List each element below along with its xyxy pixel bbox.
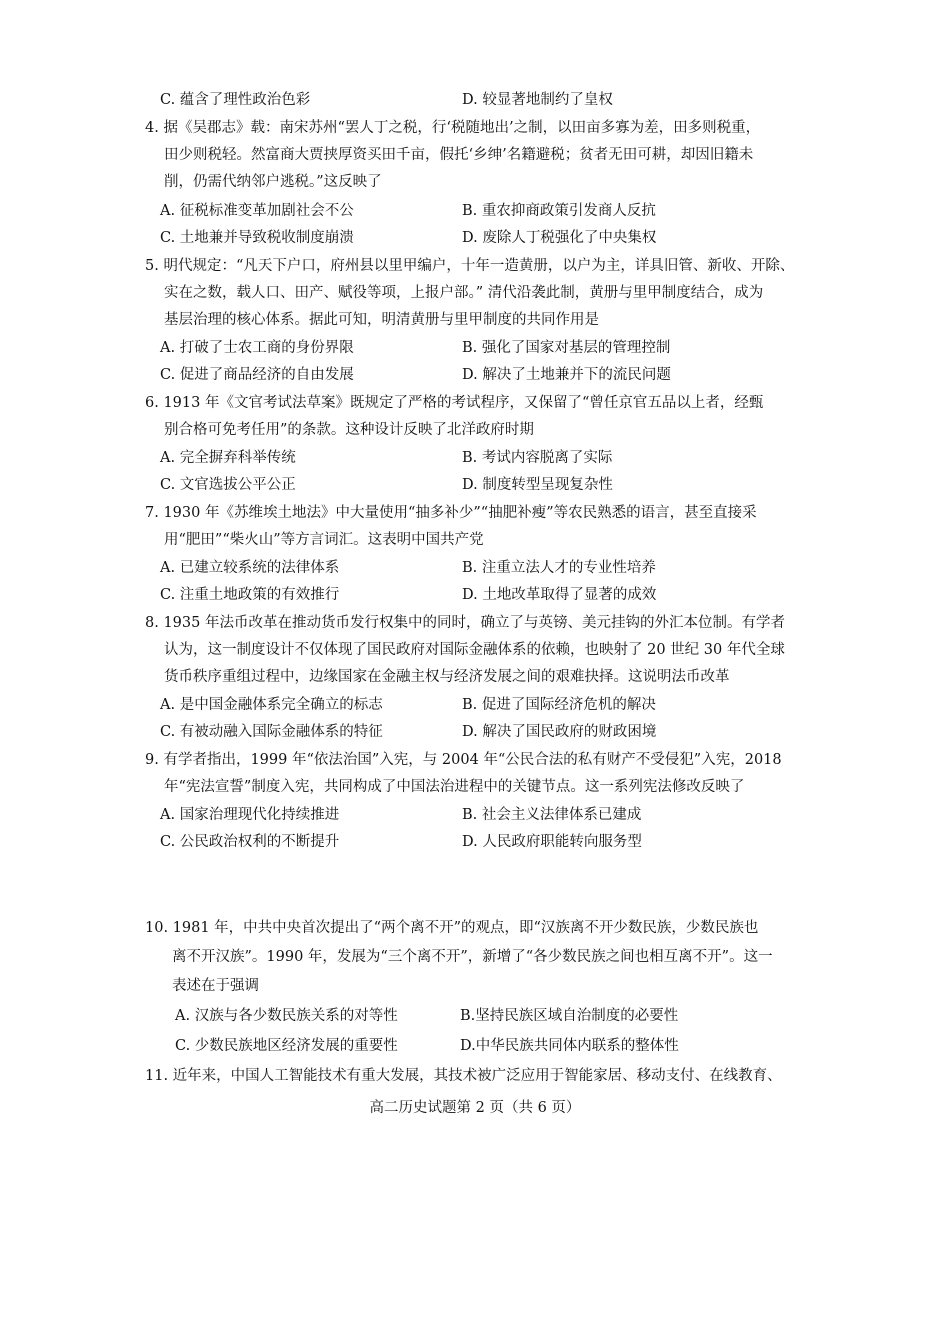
- q7-option-c: C. 注重土地政策的有效推行: [160, 587, 340, 603]
- q4-option-d: D. 废除人丁税强化了中央集权: [462, 230, 657, 246]
- prev-option-d: D. 较显著地制约了皇权: [462, 92, 613, 108]
- q10-stem-line1: 10. 1981 年，中共中央首次提出了“两个离不开”的观点，即“汉族离不开少数民族，少数民族也: [145, 920, 759, 936]
- q8-stem-line1: 8. 1935 年法币改革在推动货币发行权集中的同时，确立了与英镑、美元挂钩的外汇本位制。有学者: [145, 615, 785, 631]
- q6-option-d: D. 制度转型呈现复杂性: [462, 477, 613, 493]
- q10-stem-line3: 表述在于强调: [172, 978, 259, 994]
- q8-option-c: C. 有被动融入国际金融体系的特征: [160, 724, 383, 740]
- q5-stem-line3: 基层治理的核心体系。据此可知，明清黄册与里甲制度的共同作用是: [164, 312, 599, 328]
- q10-stem-line2: 离不开汉族”。1990 年，发展为“三个离不开”，新增了“各少数民族之间也相互离不开”。这一: [172, 949, 773, 965]
- q8-stem-line3: 货币秩序重组过程中，边缘国家在金融主权与经济发展之间的艰难抉择。这说明法币改革: [164, 669, 730, 685]
- q6-stem-line2: 别合格可免考任用”的条款。这种设计反映了北洋政府时期: [164, 422, 534, 438]
- q4-stem-line1: 4. 据《吴郡志》载：南宋苏州“罢人丁之税，行‘税随地出’之制，以田亩多寡为差，田多则税重，: [145, 120, 761, 136]
- q8-option-d: D. 解决了国民政府的财政困境: [462, 724, 657, 740]
- q11-stem-line1: 11. 近年来，中国人工智能技术有重大发展，其技术被广泛应用于智能家居、移动支付、在线教育、: [145, 1068, 782, 1084]
- q4-option-a: A. 征税标准变革加剧社会不公: [160, 203, 354, 219]
- q8-option-a: A. 是中国金融体系完全确立的标志: [160, 697, 383, 713]
- q4-stem-line3: 削，仍需代纳邻户逃税。”这反映了: [164, 174, 382, 190]
- q9-stem-line1: 9. 有学者指出，1999 年“依法治国”入宪，与 2004 年“公民合法的私有财产不受侵犯”入宪，2018: [145, 752, 782, 768]
- q10-option-d: D.中华民族共同体内联系的整体性: [460, 1038, 679, 1054]
- q9-option-d: D. 人民政府职能转向服务型: [462, 834, 642, 850]
- q7-stem-line1: 7. 1930 年《苏维埃土地法》中大量使用“抽多补少”“抽肥补瘦”等农民熟悉的语言，甚至直接采: [145, 505, 757, 521]
- q9-option-a: A. 国家治理现代化持续推进: [160, 807, 340, 823]
- q6-option-a: A. 完全摒弃科举传统: [160, 450, 296, 466]
- q7-option-b: B. 注重立法人才的专业性培养: [462, 560, 656, 576]
- q5-stem-line2: 实在之数，载人口、田产、赋役等项，上报户部。” 清代沿袭此制，黄册与里甲制度结合，成为: [164, 285, 764, 301]
- q5-option-a: A. 打破了士农工商的身份界限: [160, 340, 354, 356]
- q9-option-b: B. 社会主义法律体系已建成: [462, 807, 642, 823]
- q9-stem-line2: 年“宪法宣誓”制度入宪，共同构成了中国法治进程中的关键节点。这一系列宪法修改反映了: [164, 779, 745, 795]
- q8-option-b: B. 促进了国际经济危机的解决: [462, 697, 656, 713]
- q9-option-c: C. 公民政治权利的不断提升: [160, 834, 340, 850]
- prev-option-c: C. 蕴含了理性政治色彩: [160, 92, 311, 108]
- q5-stem-line1: 5. 明代规定：“凡天下户口，府州县以里甲编户，十年一造黄册，以户为主，详具旧管、新收、开除、: [145, 258, 795, 274]
- q5-option-d: D. 解决了土地兼并下的流民问题: [462, 367, 671, 383]
- q6-option-c: C. 文官选拔公平公正: [160, 477, 296, 493]
- q7-option-a: A. 已建立较系统的法律体系: [160, 560, 340, 576]
- q7-option-d: D. 土地改革取得了显著的成效: [462, 587, 657, 603]
- q5-option-b: B. 强化了国家对基层的管理控制: [462, 340, 671, 356]
- page-footer: 高二历史试题第 2 页（共 6 页）: [369, 1100, 581, 1116]
- q6-option-b: B. 考试内容脱离了实际: [462, 450, 613, 466]
- q4-stem-line2: 田少则税轻。然富商大贾挟厚资买田千亩，假托‘乡绅’名籍避税；贫者无田可耕，却因旧籍未: [164, 147, 754, 163]
- q7-stem-line2: 用“肥田”“柴火山”等方言词汇。这表明中国共产党: [164, 532, 484, 548]
- q10-option-b: B.坚持民族区域自治制度的必要性: [460, 1008, 679, 1024]
- q8-stem-line2: 认为，这一制度设计不仅体现了国民政府对国际金融体系的依赖，也映射了 20 世纪 30 年代全球: [164, 642, 785, 658]
- q6-stem-line1: 6. 1913 年《文官考试法草案》既规定了严格的考试程序，又保留了“曾任京官五品以上者，经甄: [145, 395, 764, 411]
- q5-option-c: C. 促进了商品经济的自由发展: [160, 367, 354, 383]
- q4-option-b: B. 重农抑商政策引发商人反抗: [462, 203, 656, 219]
- q4-option-c: C. 土地兼并导致税收制度崩溃: [160, 230, 354, 246]
- q10-option-c: C. 少数民族地区经济发展的重要性: [175, 1038, 398, 1054]
- q10-option-a: A. 汉族与各少数民族关系的对等性: [175, 1008, 398, 1024]
